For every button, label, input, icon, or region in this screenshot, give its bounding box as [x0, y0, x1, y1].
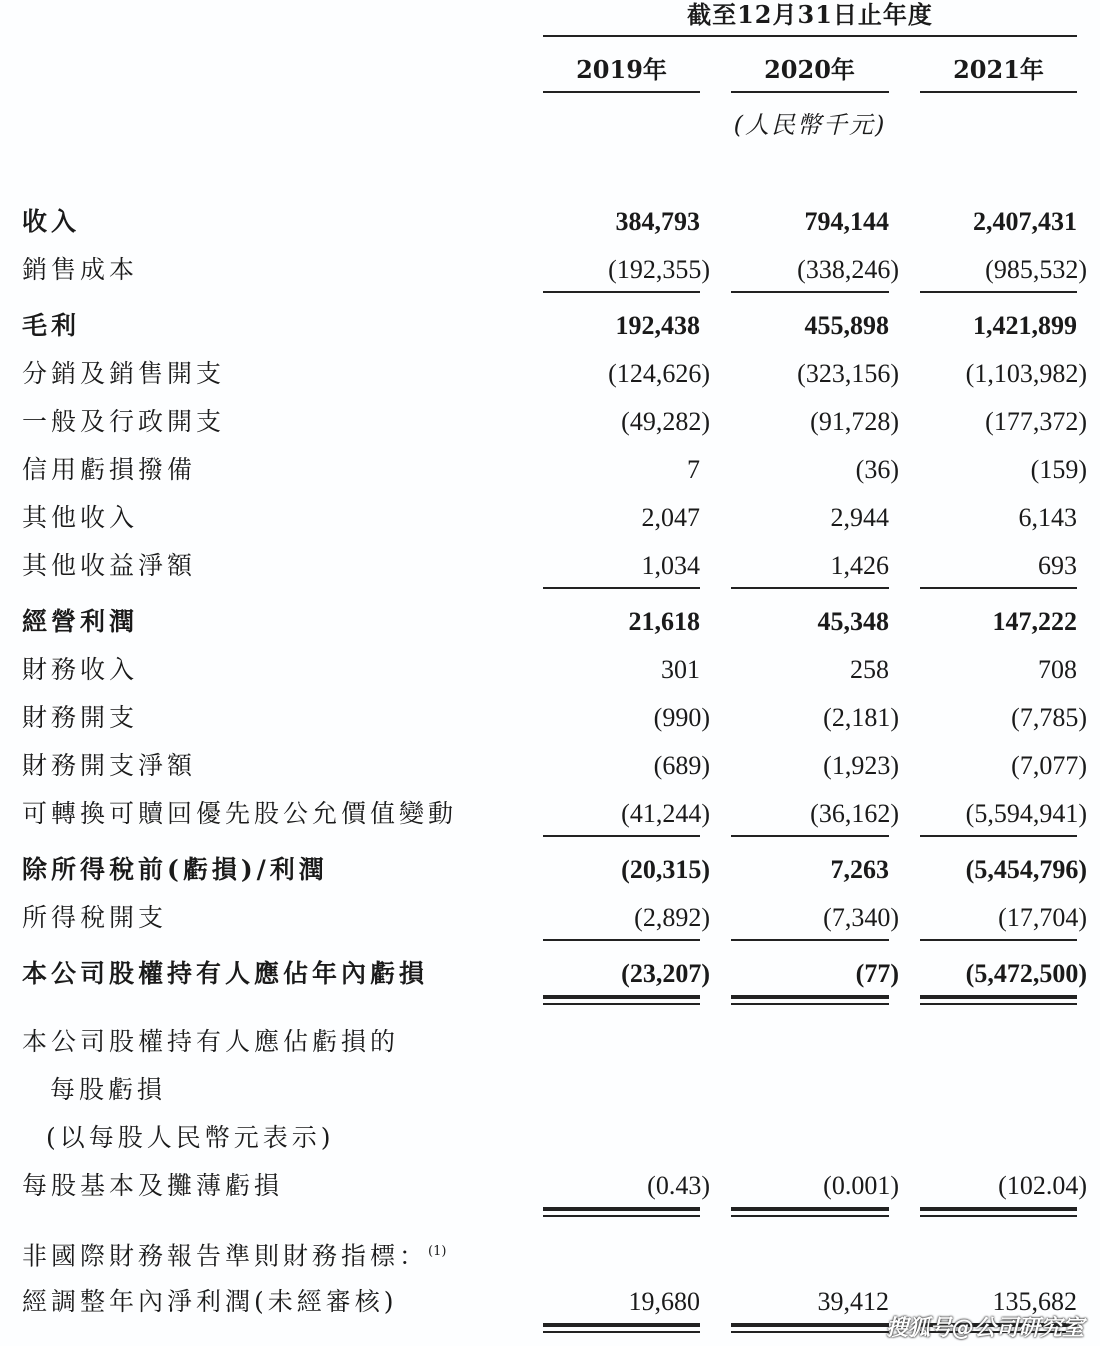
cell-2019: (49,282): [621, 407, 710, 436]
cell-2020: 258: [850, 655, 889, 684]
cell-2020: (36,162): [810, 799, 899, 828]
double-underline: [543, 1331, 700, 1333]
cell-2020: 45,348: [817, 607, 889, 636]
row-label: [22, 701, 138, 735]
cell-2019: (124,626): [608, 359, 710, 388]
row-label: [22, 501, 138, 535]
cell-2021: (1,103,982): [965, 359, 1087, 388]
cell-2020: (338,246): [797, 255, 899, 284]
row-label-text: 所得稅開支: [22, 903, 168, 932]
cell-2021: (177,372): [985, 407, 1087, 436]
row-label-text: 可轉換可贖回優先股公允價值變動: [22, 799, 458, 828]
row-label: [22, 957, 428, 991]
double-underline: [731, 1003, 889, 1005]
year-rule: [543, 91, 700, 93]
double-underline: [543, 1323, 700, 1327]
row-label: [22, 309, 80, 343]
cell-2019: (192,355): [608, 255, 710, 284]
single-underline: [731, 835, 889, 837]
double-underline: [731, 995, 889, 999]
cell-2021: (985,532): [985, 255, 1087, 284]
cell-2021: 693: [1038, 551, 1077, 580]
row-label-text: 銷售成本: [22, 255, 139, 284]
cell-2021: (5,594,941): [965, 799, 1087, 828]
year-2021-header: 2021年: [953, 55, 1044, 84]
row-label: [22, 1025, 399, 1059]
cell-2019: (41,244): [621, 799, 710, 828]
row-label: [50, 1073, 166, 1107]
row-label-text: 經營利潤: [22, 607, 139, 636]
cell-2021: (5,472,500): [965, 959, 1087, 988]
double-underline: [731, 1331, 889, 1333]
year-rule: [731, 91, 889, 93]
cell-2020: (91,728): [810, 407, 899, 436]
cell-2021: (7,785): [1011, 703, 1087, 732]
single-underline: [543, 835, 700, 837]
double-underline: [920, 1003, 1077, 1005]
row-label: [22, 1235, 446, 1273]
row-label-text: 財務開支淨額: [22, 751, 197, 780]
cell-2021: 6,143: [1018, 503, 1077, 532]
cell-2021: 1,421,899: [973, 311, 1077, 340]
row-label-text: 其他收益淨額: [22, 551, 197, 580]
cell-2020: (7,340): [823, 903, 899, 932]
cell-2019: 7: [687, 455, 700, 484]
row-label-text: 其他收入: [22, 503, 139, 532]
cell-2021: (102.04): [998, 1171, 1087, 1200]
cell-2019: 21,618: [628, 607, 700, 636]
double-underline: [543, 1207, 700, 1211]
row-label: [22, 1169, 283, 1203]
row-label: [22, 749, 196, 783]
row-label: [22, 453, 196, 487]
row-label-text: 毛利: [22, 311, 81, 340]
cell-2019: 384,793: [615, 207, 700, 236]
row-label: [22, 605, 138, 639]
single-underline: [543, 291, 700, 293]
row-label-text: 財務收入: [22, 655, 139, 684]
row-label: [22, 797, 457, 831]
row-label-text: 一般及行政開支: [22, 407, 226, 436]
watermark: 搜狐号@公司研究室: [885, 1316, 1084, 1341]
row-label-text: 信用虧損撥備: [22, 455, 197, 484]
cell-2019: (990): [653, 703, 710, 732]
single-underline: [731, 939, 889, 941]
cell-2020: (0.001): [823, 1171, 899, 1200]
cell-2019: (689): [653, 751, 710, 780]
cell-2021: 708: [1038, 655, 1077, 684]
cell-2021: (5,454,796): [965, 855, 1087, 884]
row-label: [22, 405, 225, 439]
year-2020-header: 2020年: [764, 55, 855, 84]
cell-2020: (2,181): [823, 703, 899, 732]
row-label-text: 財務開支: [22, 703, 139, 732]
cell-2020: 7,263: [830, 855, 889, 884]
cell-2021: (159): [1030, 455, 1087, 484]
cell-2019: (20,315): [621, 855, 710, 884]
double-underline: [543, 1003, 700, 1005]
row-label-text: (以每股人民幣元表示): [46, 1123, 335, 1152]
row-label-text: 除所得稅前(虧損)/利潤: [22, 855, 328, 884]
row-label: [22, 653, 138, 687]
double-underline: [731, 1323, 889, 1327]
row-label: [22, 853, 328, 887]
cell-2021: 147,222: [992, 607, 1077, 636]
cell-2020: (36): [855, 455, 899, 484]
cell-2021: 2,407,431: [973, 207, 1077, 236]
double-underline: [731, 1215, 889, 1217]
cell-2021: 135,682: [992, 1287, 1077, 1316]
year-rule: [920, 91, 1077, 93]
row-label-text: 每股基本及攤薄虧損: [22, 1171, 284, 1200]
single-underline: [920, 291, 1077, 293]
cell-2021: (7,077): [1011, 751, 1087, 780]
cell-2019: (23,207): [621, 959, 710, 988]
double-underline: [920, 1207, 1077, 1211]
double-underline: [543, 995, 700, 999]
row-label-text: 本公司股權持有人應佔年內虧損: [22, 959, 429, 988]
row-label-text: 本公司股權持有人應佔虧損的: [22, 1027, 400, 1056]
cell-2020: 39,412: [817, 1287, 889, 1316]
currency-unit: (人民幣千元): [733, 111, 887, 139]
row-label-text: 分銷及銷售開支: [22, 359, 226, 388]
double-underline: [543, 1215, 700, 1217]
cell-2019: (0.43): [647, 1171, 710, 1200]
single-underline: [731, 587, 889, 589]
cell-2021: (17,704): [998, 903, 1087, 932]
cell-2019: 301: [661, 655, 700, 684]
year-2019-header: 2019年: [576, 55, 667, 84]
row-label: [22, 549, 196, 583]
row-label-text: 收入: [22, 207, 81, 236]
row-label-text: 非國際財務報告準則財務指標：: [22, 1241, 429, 1271]
cell-2019: 192,438: [615, 311, 700, 340]
single-underline: [543, 587, 700, 589]
row-label: [22, 253, 138, 287]
row-label: [22, 205, 80, 239]
row-label: [22, 1285, 398, 1319]
single-underline: [920, 587, 1077, 589]
cell-2020: (1,923): [823, 751, 899, 780]
footnote-marker: (1): [428, 1244, 447, 1259]
row-label: [22, 357, 225, 391]
row-label-text: 每股虧損: [50, 1075, 167, 1104]
single-underline: [920, 939, 1077, 941]
cell-2020: 2,944: [830, 503, 889, 532]
row-label: [46, 1121, 335, 1155]
cell-2019: 19,680: [628, 1287, 700, 1316]
cell-2019: (2,892): [634, 903, 710, 932]
row-label-text: 經調整年內淨利潤(未經審核): [22, 1287, 398, 1316]
period-title: 截至12月31日止年度: [687, 0, 933, 29]
single-underline: [920, 835, 1077, 837]
single-underline: [731, 291, 889, 293]
double-underline: [920, 995, 1077, 999]
cell-2020: 455,898: [804, 311, 889, 340]
cell-2020: (323,156): [797, 359, 899, 388]
cell-2020: 1,426: [830, 551, 889, 580]
double-underline: [920, 1215, 1077, 1217]
cell-2020: (77): [855, 959, 899, 988]
cell-2019: 1,034: [641, 551, 700, 580]
header-rule: [543, 35, 1077, 37]
single-underline: [543, 939, 700, 941]
row-label: [22, 901, 167, 935]
cell-2019: 2,047: [641, 503, 700, 532]
double-underline: [731, 1207, 889, 1211]
cell-2020: 794,144: [804, 207, 889, 236]
